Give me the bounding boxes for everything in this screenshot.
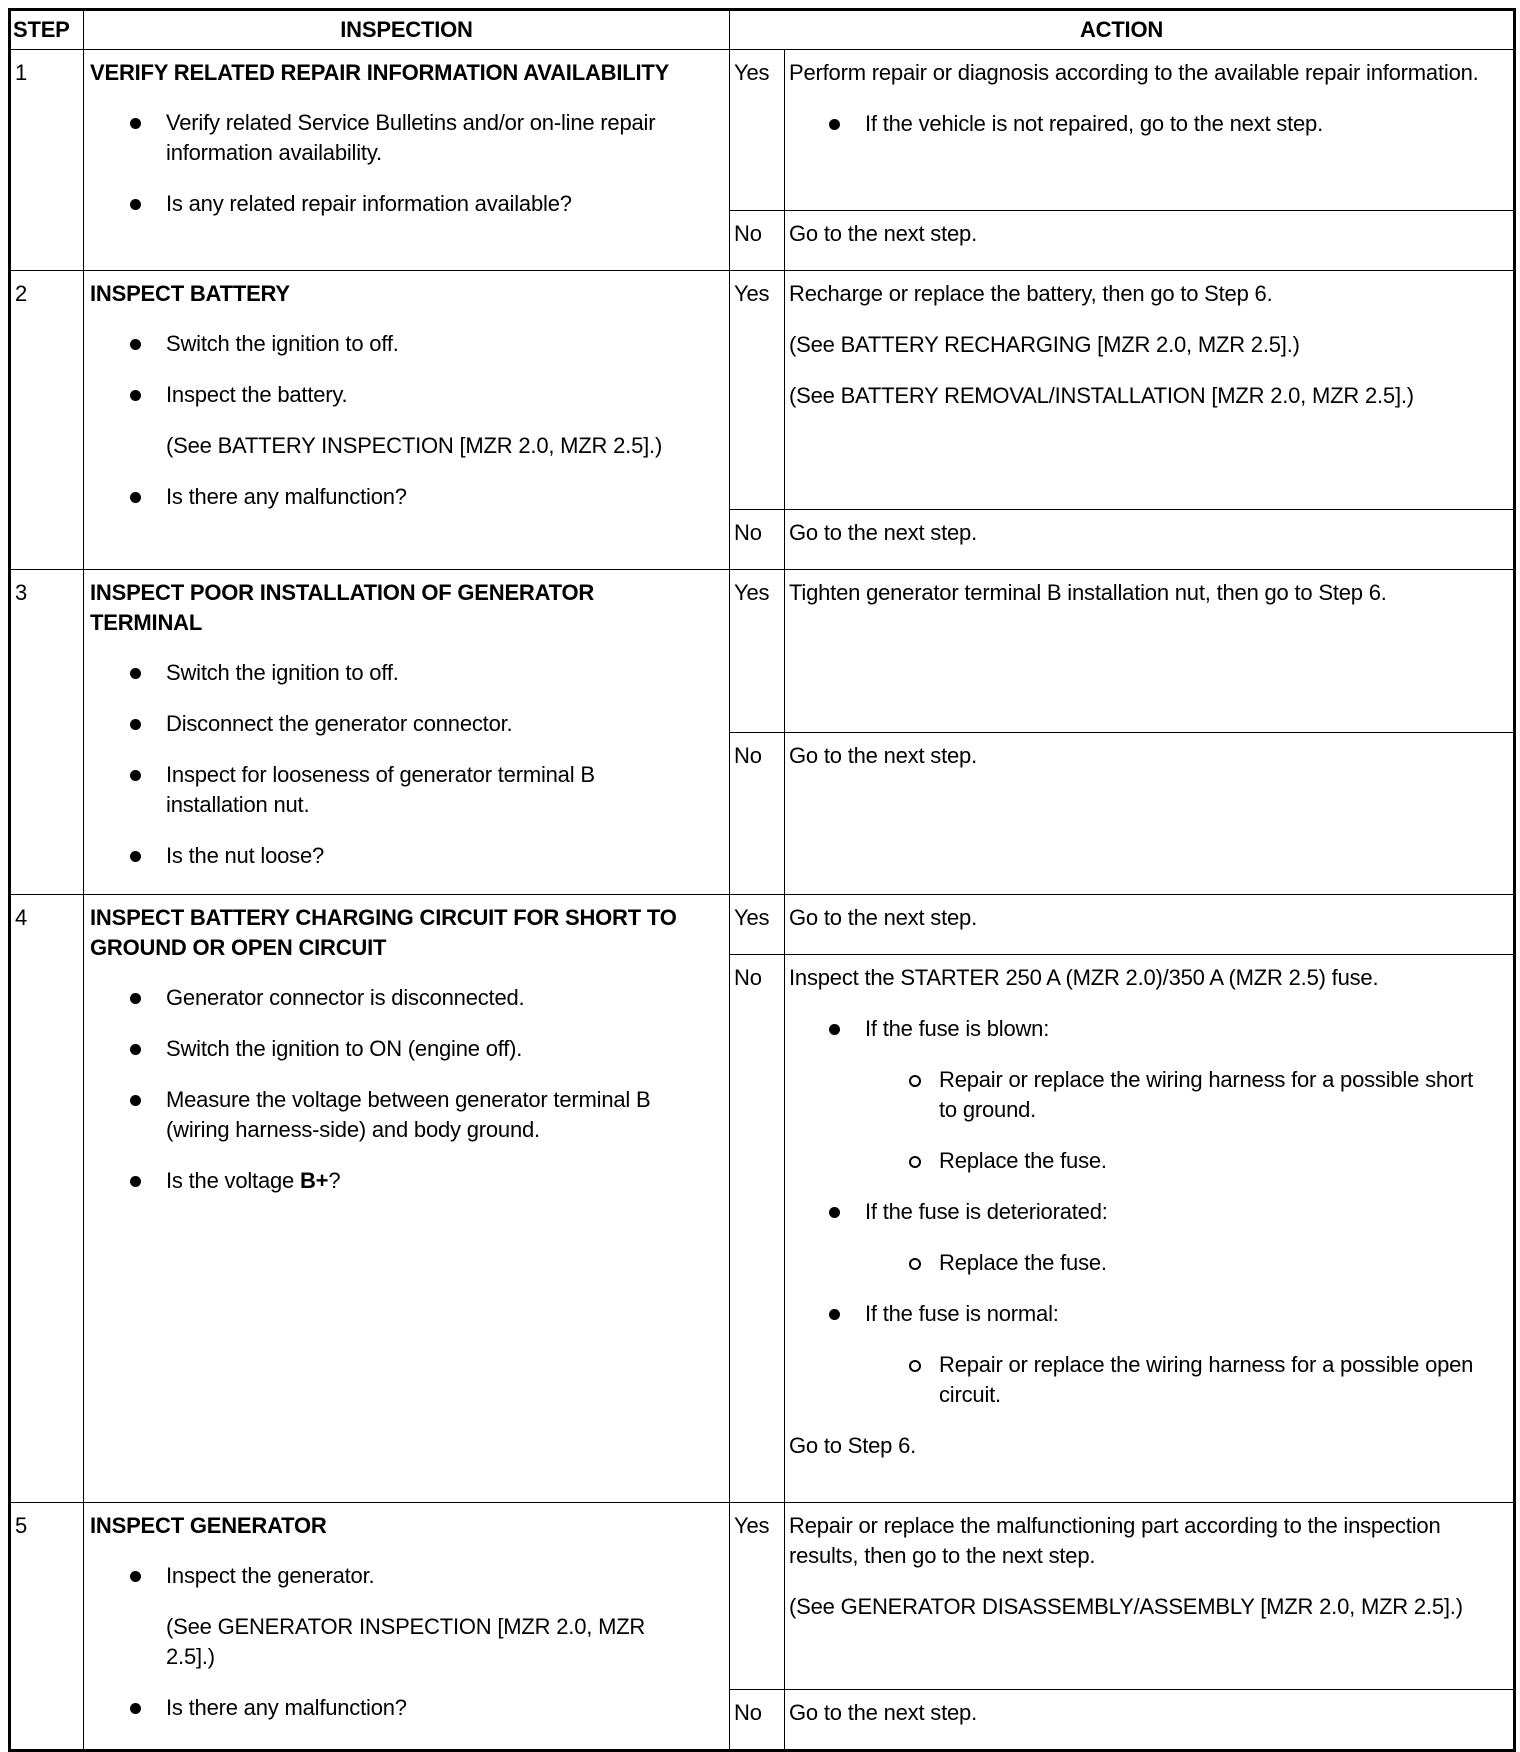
paragraph: Go to the next step. — [789, 905, 978, 930]
sub-bullet-text: Replace the fuse. — [939, 1148, 1107, 1173]
bullet-item — [90, 1166, 689, 1196]
step-title: INSPECT BATTERY CHARGING CIRCUIT FOR SHORT TO GROUND OR OPEN CIRCUIT — [90, 905, 677, 960]
bullet-icon — [130, 770, 141, 781]
paragraph: Go to the next step. — [789, 520, 978, 545]
header-row — [10, 10, 1515, 50]
yes-label: Yes — [730, 271, 785, 510]
inspection-cell — [84, 50, 730, 271]
step-number: 1 — [10, 50, 84, 271]
no-action-cell — [785, 510, 1515, 570]
bullet-icon — [130, 118, 141, 129]
sub-bullet-text: Replace the fuse. — [939, 1250, 1107, 1275]
bullet-text: Is there any malfunction? — [166, 1695, 407, 1720]
no-action-cell — [785, 955, 1515, 1503]
bullet-text: Is there any malfunction? — [166, 484, 407, 509]
sub-bullet-item — [789, 1248, 1493, 1278]
step-row-yes — [10, 570, 1515, 733]
yes-action-cell — [785, 1503, 1515, 1690]
sub-bullet-text: Repair or replace the wiring harness for a possible open circuit. — [939, 1352, 1474, 1407]
paragraph: (See BATTERY REMOVAL/INSTALLATION [MZR 2.0, MZR 2.5].) — [789, 383, 1414, 408]
bullet-item — [90, 108, 689, 168]
step-title: INSPECT POOR INSTALLATION OF GENERATOR TERMINAL — [90, 580, 595, 635]
step-number: 4 — [10, 895, 84, 1503]
bullet-text: Inspect the battery. — [166, 382, 348, 407]
bullet-icon — [130, 390, 141, 401]
bullet-icon — [130, 492, 141, 503]
paragraph: Tighten generator terminal B installation nut, then go to Step 6. — [789, 580, 1387, 605]
bullet-icon — [130, 199, 141, 210]
step-title: INSPECT GENERATOR — [90, 1513, 327, 1538]
bullet-item — [90, 760, 689, 820]
bullet-text: Is the nut loose? — [166, 843, 325, 868]
step-row-yes — [10, 271, 1515, 510]
bullet-text: Is any related repair information available? — [166, 191, 572, 216]
bullet-text: Is the voltage — [166, 1168, 300, 1193]
bullet-item — [90, 983, 689, 1013]
bullet-icon — [829, 119, 840, 130]
bullet-icon — [130, 668, 141, 679]
inspection-cell — [84, 895, 730, 1503]
bullet-icon — [130, 1703, 141, 1714]
bullet-icon — [829, 1207, 840, 1218]
bullet-item — [789, 109, 1493, 139]
no-action-cell — [785, 733, 1515, 895]
bullet-text: If the fuse is deteriorated: — [865, 1199, 1108, 1224]
reference-note: (See GENERATOR INSPECTION [MZR 2.0, MZR 2.5].) — [166, 1614, 646, 1669]
yes-action-cell — [785, 895, 1515, 955]
hollow-bullet-icon — [909, 1360, 921, 1372]
bullet-item — [90, 1561, 689, 1591]
hollow-bullet-icon — [909, 1075, 921, 1087]
bullet-text: Measure the voltage between generator terminal B (wiring harness-side) and body ground. — [166, 1087, 651, 1142]
yes-action-cell — [785, 50, 1515, 211]
no-label: No — [730, 733, 785, 895]
paragraph: Go to Step 6. — [789, 1433, 917, 1458]
bullet-item — [90, 189, 689, 219]
bullet-text: Switch the ignition to off. — [166, 331, 399, 356]
bullet-icon — [130, 1095, 141, 1106]
header-step: STEP — [10, 10, 84, 50]
bullet-icon — [130, 339, 141, 350]
no-action-cell — [785, 1690, 1515, 1751]
bullet-icon — [130, 719, 141, 730]
sub-bullet-item — [789, 1065, 1493, 1125]
inspection-cell — [84, 271, 730, 570]
bullet-text: Inspect for looseness of generator terminal B installation nut. — [166, 762, 595, 817]
bullet-icon — [130, 851, 141, 862]
bullet-text: Disconnect the generator connector. — [166, 711, 513, 736]
paragraph: Repair or replace the malfunctioning part according to the inspection results, then go to the next step. — [789, 1513, 1441, 1568]
bullet-icon — [829, 1309, 840, 1320]
reference-note: (See BATTERY INSPECTION [MZR 2.0, MZR 2.5].) — [166, 433, 663, 458]
bullet-item — [789, 1299, 1493, 1329]
no-label: No — [730, 510, 785, 570]
yes-label: Yes — [730, 570, 785, 733]
bullet-item — [90, 841, 689, 871]
bullet-text: If the fuse is normal: — [865, 1301, 1059, 1326]
sub-bullet-text: Repair or replace the wiring harness for a possible short to ground. — [939, 1067, 1473, 1122]
troubleshooting-table — [8, 8, 1516, 1752]
no-action-cell — [785, 211, 1515, 271]
yes-action-cell — [785, 570, 1515, 733]
bullet-text: Inspect the generator. — [166, 1563, 375, 1588]
bullet-text: Verify related Service Bulletins and/or on-line repair information availability. — [166, 110, 656, 165]
bullet-item — [789, 1197, 1493, 1227]
bullet-text: Switch the ignition to ON (engine off). — [166, 1036, 523, 1061]
bullet-item — [90, 380, 689, 410]
no-label: No — [730, 1690, 785, 1751]
paragraph: Inspect the STARTER 250 A (MZR 2.0)/350 A (MZR 2.5) fuse. — [789, 965, 1379, 990]
step-row-yes — [10, 50, 1515, 211]
paragraph: (See BATTERY RECHARGING [MZR 2.0, MZR 2.5].) — [789, 332, 1300, 357]
bullet-text: Switch the ignition to off. — [166, 660, 399, 685]
yes-action-cell — [785, 271, 1515, 510]
bold-value: B+ — [299, 1168, 329, 1193]
step-row-yes — [10, 895, 1515, 955]
no-label: No — [730, 211, 785, 271]
step-title: VERIFY RELATED REPAIR INFORMATION AVAILABILITY — [90, 60, 670, 85]
step-number: 2 — [10, 271, 84, 570]
bullet-item — [789, 1014, 1493, 1044]
step-title: INSPECT BATTERY — [90, 281, 290, 306]
paragraph: Recharge or replace the battery, then go to Step 6. — [789, 281, 1273, 306]
bullet-item — [90, 482, 689, 512]
bullet-text: If the fuse is blown: — [865, 1016, 1050, 1041]
bullet-text: If the vehicle is not repaired, go to the next step. — [865, 111, 1323, 136]
bullet-text-suffix: ? — [328, 1168, 341, 1193]
yes-label: Yes — [730, 50, 785, 211]
bullet-text: Generator connector is disconnected. — [166, 985, 525, 1010]
paragraph: Go to the next step. — [789, 1700, 978, 1725]
step-number: 5 — [10, 1503, 84, 1751]
step-number: 3 — [10, 570, 84, 895]
bullet-icon — [130, 1176, 141, 1187]
hollow-bullet-icon — [909, 1258, 921, 1270]
paragraph: Go to the next step. — [789, 221, 978, 246]
step-row-yes — [10, 1503, 1515, 1690]
bullet-item — [90, 658, 689, 688]
bullet-item — [90, 1085, 689, 1145]
bullet-item — [90, 1034, 689, 1064]
sub-bullet-item — [789, 1146, 1493, 1176]
hollow-bullet-icon — [909, 1156, 921, 1168]
inspection-cell — [84, 1503, 730, 1751]
inspection-cell — [84, 570, 730, 895]
paragraph: (See GENERATOR DISASSEMBLY/ASSEMBLY [MZR 2.0, MZR 2.5].) — [789, 1594, 1463, 1619]
bullet-item — [90, 1693, 689, 1723]
bullet-icon — [130, 993, 141, 1004]
paragraph: Go to the next step. — [789, 743, 978, 768]
bullet-item — [90, 329, 689, 359]
bullet-item — [90, 709, 689, 739]
yes-label: Yes — [730, 895, 785, 955]
header-action: ACTION — [730, 10, 1515, 50]
yes-label: Yes — [730, 1503, 785, 1690]
no-label: No — [730, 955, 785, 1503]
bullet-icon — [130, 1044, 141, 1055]
header-inspection: INSPECTION — [84, 10, 730, 50]
bullet-icon — [829, 1024, 840, 1035]
bullet-icon — [130, 1571, 141, 1582]
sub-bullet-item — [789, 1350, 1493, 1410]
paragraph: Perform repair or diagnosis according to the available repair information. — [789, 60, 1479, 85]
